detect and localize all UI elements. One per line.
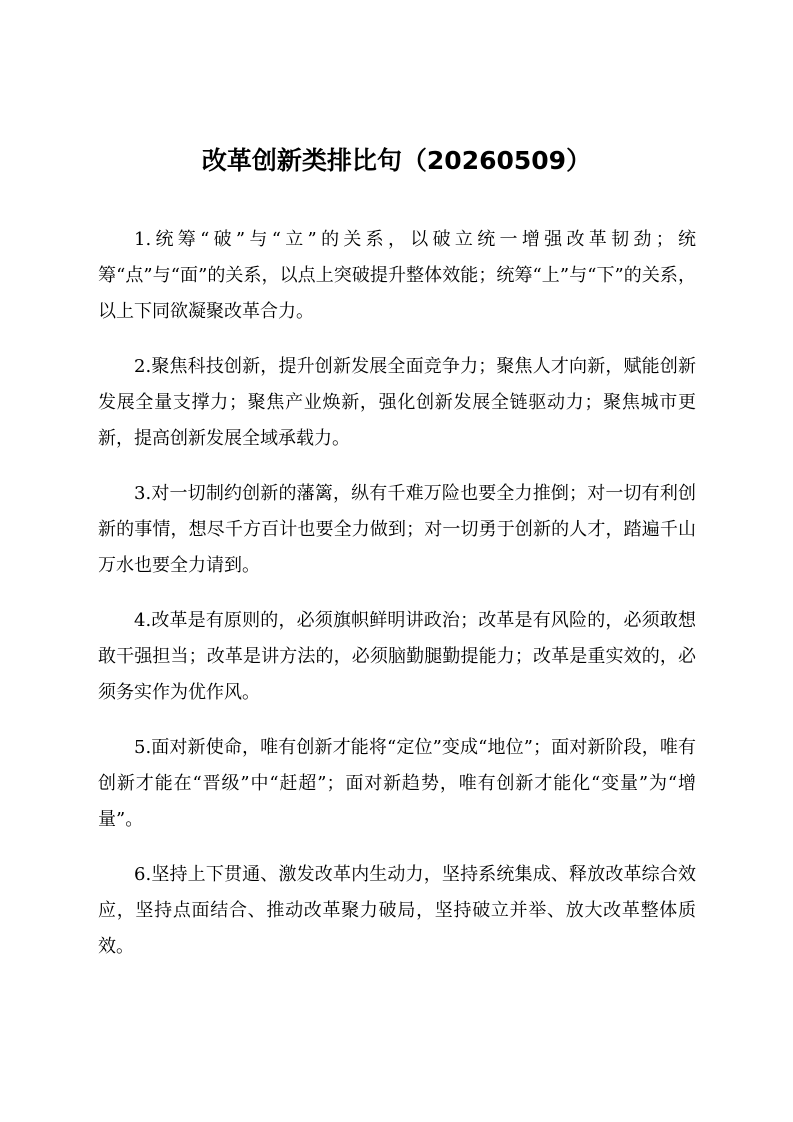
paragraph-2: 2.聚焦科技创新，提升创新发展全面竞争力；聚焦人才向新，赋能创新发展全量支撑力；聚焦产业焕新，强化创新发展全链驱动力；聚焦城市更新，提高创新发展全域承载力。 <box>98 356 696 449</box>
document-body <box>98 222 696 984</box>
paragraph-3: 3.对一切制约创新的藩篱，纵有千难万险也要全力推倒；对一切有利创新的事情，想尽千方百计也要全力做到；对一切勇于创新的人才，踏遍千山万水也要全力请到。 <box>98 483 696 576</box>
paragraph-1: 1.统筹“破”与“立”的关系，以破立统一增强改革韧劲；统筹“点”与“面”的关系，以点上突破提升整体效能；统筹“上”与“下”的关系，以上下同欲凝聚改革合力。 <box>98 229 696 322</box>
paragraph-6: 6.坚持上下贯通、激发改革内生动力，坚持系统集成、释放改革综合效应，坚持点面结合、推动改革聚力破局，坚持破立并举、放大改革整体质效。 <box>98 864 696 957</box>
paragraph-4: 4.改革是有原则的，必须旗帜鲜明讲政治；改革是有风险的，必须敢想敢干强担当；改革是讲方法的，必须脑勤腿勤提能力；改革是重实效的，必须务实作为优作风。 <box>98 610 696 703</box>
document-title: 改革创新类排比句（20260509） <box>201 146 592 175</box>
paragraph-5: 5.面对新使命，唯有创新才能将“定位”变成“地位”；面对新阶段，唯有创新才能在“晋级”中“赶超”；面对新趋势，唯有创新才能化“变量”为“增量”。 <box>98 737 696 830</box>
